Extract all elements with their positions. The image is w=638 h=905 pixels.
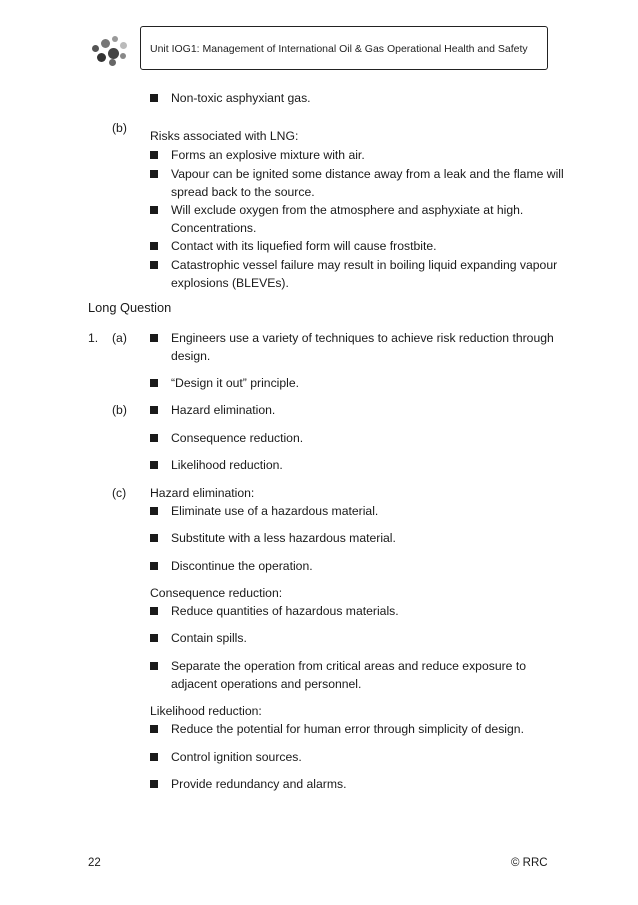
part-label: (c) (112, 486, 127, 500)
square-bullet-icon (150, 634, 158, 642)
header-title: Unit IOG1: Management of International Oil & Gas Operational Health and Safety (150, 43, 528, 55)
square-bullet-icon (150, 662, 158, 670)
dots-logo-icon (92, 36, 130, 66)
square-bullet-icon (150, 242, 158, 250)
question-number: 1. (88, 331, 99, 345)
square-bullet-icon (150, 780, 158, 788)
square-bullet-icon (150, 725, 158, 733)
square-bullet-icon (150, 434, 158, 442)
square-bullet-icon (150, 334, 158, 342)
part-label: (b) (112, 403, 127, 417)
square-bullet-icon (150, 534, 158, 542)
square-bullet-icon (150, 507, 158, 515)
square-bullet-icon (150, 170, 158, 178)
square-bullet-icon (150, 379, 158, 387)
square-bullet-icon (150, 406, 158, 414)
square-bullet-icon (150, 753, 158, 761)
subsection-heading: Likelihood reduction: (150, 704, 262, 718)
subsection-heading: Consequence reduction: (150, 586, 283, 600)
part-label: (b) (112, 121, 127, 135)
square-bullet-icon (150, 461, 158, 469)
square-bullet-icon (150, 151, 158, 159)
copyright: © RRC (511, 857, 548, 869)
square-bullet-icon (150, 607, 158, 615)
square-bullet-icon (150, 94, 158, 102)
subsection-heading: Hazard elimination: (150, 486, 255, 500)
section-heading: Long Question (88, 300, 172, 315)
part-label: (a) (112, 331, 127, 345)
section-intro: Risks associated with LNG: (150, 129, 299, 143)
square-bullet-icon (150, 206, 158, 214)
page-number: 22 (88, 857, 101, 869)
square-bullet-icon (150, 562, 158, 570)
square-bullet-icon (150, 261, 158, 269)
